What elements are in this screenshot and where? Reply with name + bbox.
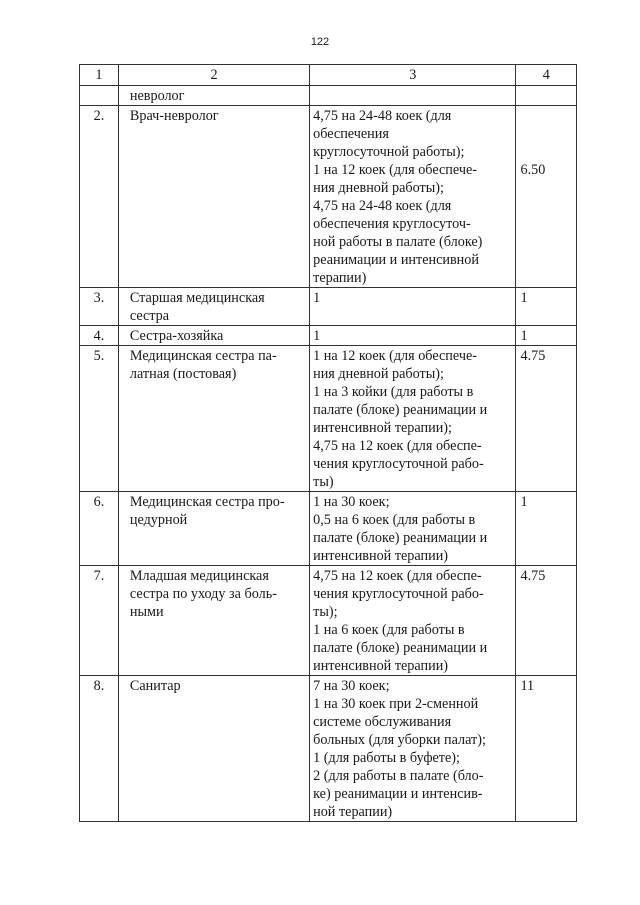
position-line: Младшая медицинская <box>129 568 269 584</box>
row-number-cell: 4. <box>80 326 119 346</box>
norm-line: 1 <box>313 290 321 306</box>
row-number-cell <box>80 86 119 106</box>
norm-line: интенсивной терапии) <box>313 548 449 564</box>
position-cell <box>118 676 309 822</box>
norm-line: больных (для уборки палат); <box>313 732 486 748</box>
staffing-table <box>79 64 577 822</box>
norm-line: интенсивной терапии) <box>313 658 449 674</box>
position-cell <box>118 492 309 566</box>
norm-line: круглосуточной работы); <box>313 144 465 160</box>
position-line: ными <box>129 604 164 620</box>
position-line: Медицинская сестра про- <box>129 494 285 510</box>
norm-line: 4,75 на 12 коек (для обеспе- <box>313 568 482 584</box>
norm-line: ты); <box>313 604 338 620</box>
norm-line: чения круглосуточной рабо- <box>313 586 484 602</box>
norm-cell <box>310 326 516 346</box>
count-value: 6.50 <box>520 162 546 178</box>
count-value: 1 <box>520 290 528 306</box>
norm-cell <box>310 86 516 106</box>
table-row <box>80 106 577 288</box>
norm-line: 1 (для работы в буфете); <box>313 750 460 766</box>
header-row <box>80 65 577 86</box>
table-row <box>80 86 577 106</box>
norm-line: системе обслуживания <box>313 714 452 730</box>
norm-line: 1 на 30 коек при 2-сменной <box>313 696 479 712</box>
count-spacer <box>520 107 572 161</box>
position-line: латная (постовая) <box>129 366 237 382</box>
table-row <box>80 566 577 676</box>
table-body <box>80 65 577 822</box>
norm-line: ния дневной работы); <box>313 366 444 382</box>
norm-line: 4,75 на 12 коек (для обеспе- <box>313 438 482 454</box>
norm-line: 2 (для работы в палате (бло- <box>313 768 484 784</box>
row-number-cell: 3. <box>80 288 119 326</box>
norm-cell <box>310 676 516 822</box>
table-row <box>80 326 577 346</box>
norm-cell <box>310 288 516 326</box>
count-cell <box>516 326 577 346</box>
count-cell <box>516 676 577 822</box>
count-value: 1 <box>520 494 528 510</box>
norm-line: чения круглосуточной рабо- <box>313 456 484 472</box>
position-cell <box>118 106 309 288</box>
norm-cell <box>310 106 516 288</box>
norm-line: реанимации и интенсивной <box>313 252 479 268</box>
position-line: Медицинская сестра па- <box>129 348 277 364</box>
norm-line: палате (блоке) реанимации и <box>313 640 488 656</box>
header-cell-4: 4 <box>516 65 577 86</box>
position-line: Врач-невролог <box>129 108 219 124</box>
norm-line: палате (блоке) реанимации и <box>313 530 488 546</box>
norm-line: ке) реанимации и интенсив- <box>313 786 483 802</box>
norm-cell <box>310 566 516 676</box>
count-cell <box>516 288 577 326</box>
count-cell <box>516 566 577 676</box>
norm-line: интенсивной терапии); <box>313 420 452 436</box>
position-line: невролог <box>129 88 185 104</box>
position-cell <box>118 326 309 346</box>
norm-line: обеспечения круглосуточ- <box>313 216 471 232</box>
norm-line: 1 на 12 коек (для обеспече- <box>313 348 477 364</box>
norm-cell <box>310 346 516 492</box>
norm-line: 1 <box>313 328 321 344</box>
norm-line: 1 на 3 койки (для работы в <box>313 384 474 400</box>
norm-line: ты) <box>313 474 334 490</box>
header-cell-2: 2 <box>118 65 309 86</box>
position-line: сестра по уходу за боль- <box>129 586 277 602</box>
count-value: 4.75 <box>520 568 546 584</box>
norm-line: палате (блоке) реанимации и <box>313 402 488 418</box>
position-cell <box>118 566 309 676</box>
page-number: 122 <box>310 36 330 48</box>
row-number-cell: 2. <box>80 106 119 288</box>
position-cell <box>118 86 309 106</box>
position-cell <box>118 288 309 326</box>
norm-line: ной терапии) <box>313 804 393 820</box>
row-number-cell: 5. <box>80 346 119 492</box>
table-row <box>80 346 577 492</box>
norm-line: терапии) <box>313 270 367 286</box>
table-row <box>80 288 577 326</box>
norm-line: 0,5 на 6 коек (для работы в <box>313 512 476 528</box>
position-cell <box>118 346 309 492</box>
norm-line: 4,75 на 24-48 коек (для <box>313 198 452 214</box>
header-cell-1: 1 <box>80 65 119 86</box>
norm-line: 4,75 на 24-48 коек (для <box>313 108 452 124</box>
count-cell <box>516 86 577 106</box>
count-value: 11 <box>520 678 535 694</box>
header-cell-3: 3 <box>310 65 516 86</box>
row-number-cell: 8. <box>80 676 119 822</box>
row-number-cell: 6. <box>80 492 119 566</box>
position-line: Старшая медицинская <box>129 290 265 306</box>
row-number-cell: 7. <box>80 566 119 676</box>
count-cell <box>516 106 577 288</box>
norm-line: 1 на 12 коек (для обеспече- <box>313 162 477 178</box>
norm-line: 1 на 6 коек (для работы в <box>313 622 465 638</box>
count-cell <box>516 346 577 492</box>
count-value: 1 <box>520 328 528 344</box>
count-value: 4.75 <box>520 348 546 364</box>
norm-line: ной работы в палате (блоке) <box>313 234 483 250</box>
table-row <box>80 676 577 822</box>
count-cell <box>516 492 577 566</box>
norm-cell <box>310 492 516 566</box>
norm-line: обеспечения <box>313 126 389 142</box>
position-line: цедурной <box>129 512 188 528</box>
norm-line: 1 на 30 коек; <box>313 494 390 510</box>
table-row <box>80 492 577 566</box>
position-line: Санитар <box>129 678 181 694</box>
norm-line: ния дневной работы); <box>313 180 444 196</box>
position-line: сестра <box>129 308 170 324</box>
norm-line: 7 на 30 коек; <box>313 678 390 694</box>
position-line: Сестра-хозяйка <box>129 328 224 344</box>
